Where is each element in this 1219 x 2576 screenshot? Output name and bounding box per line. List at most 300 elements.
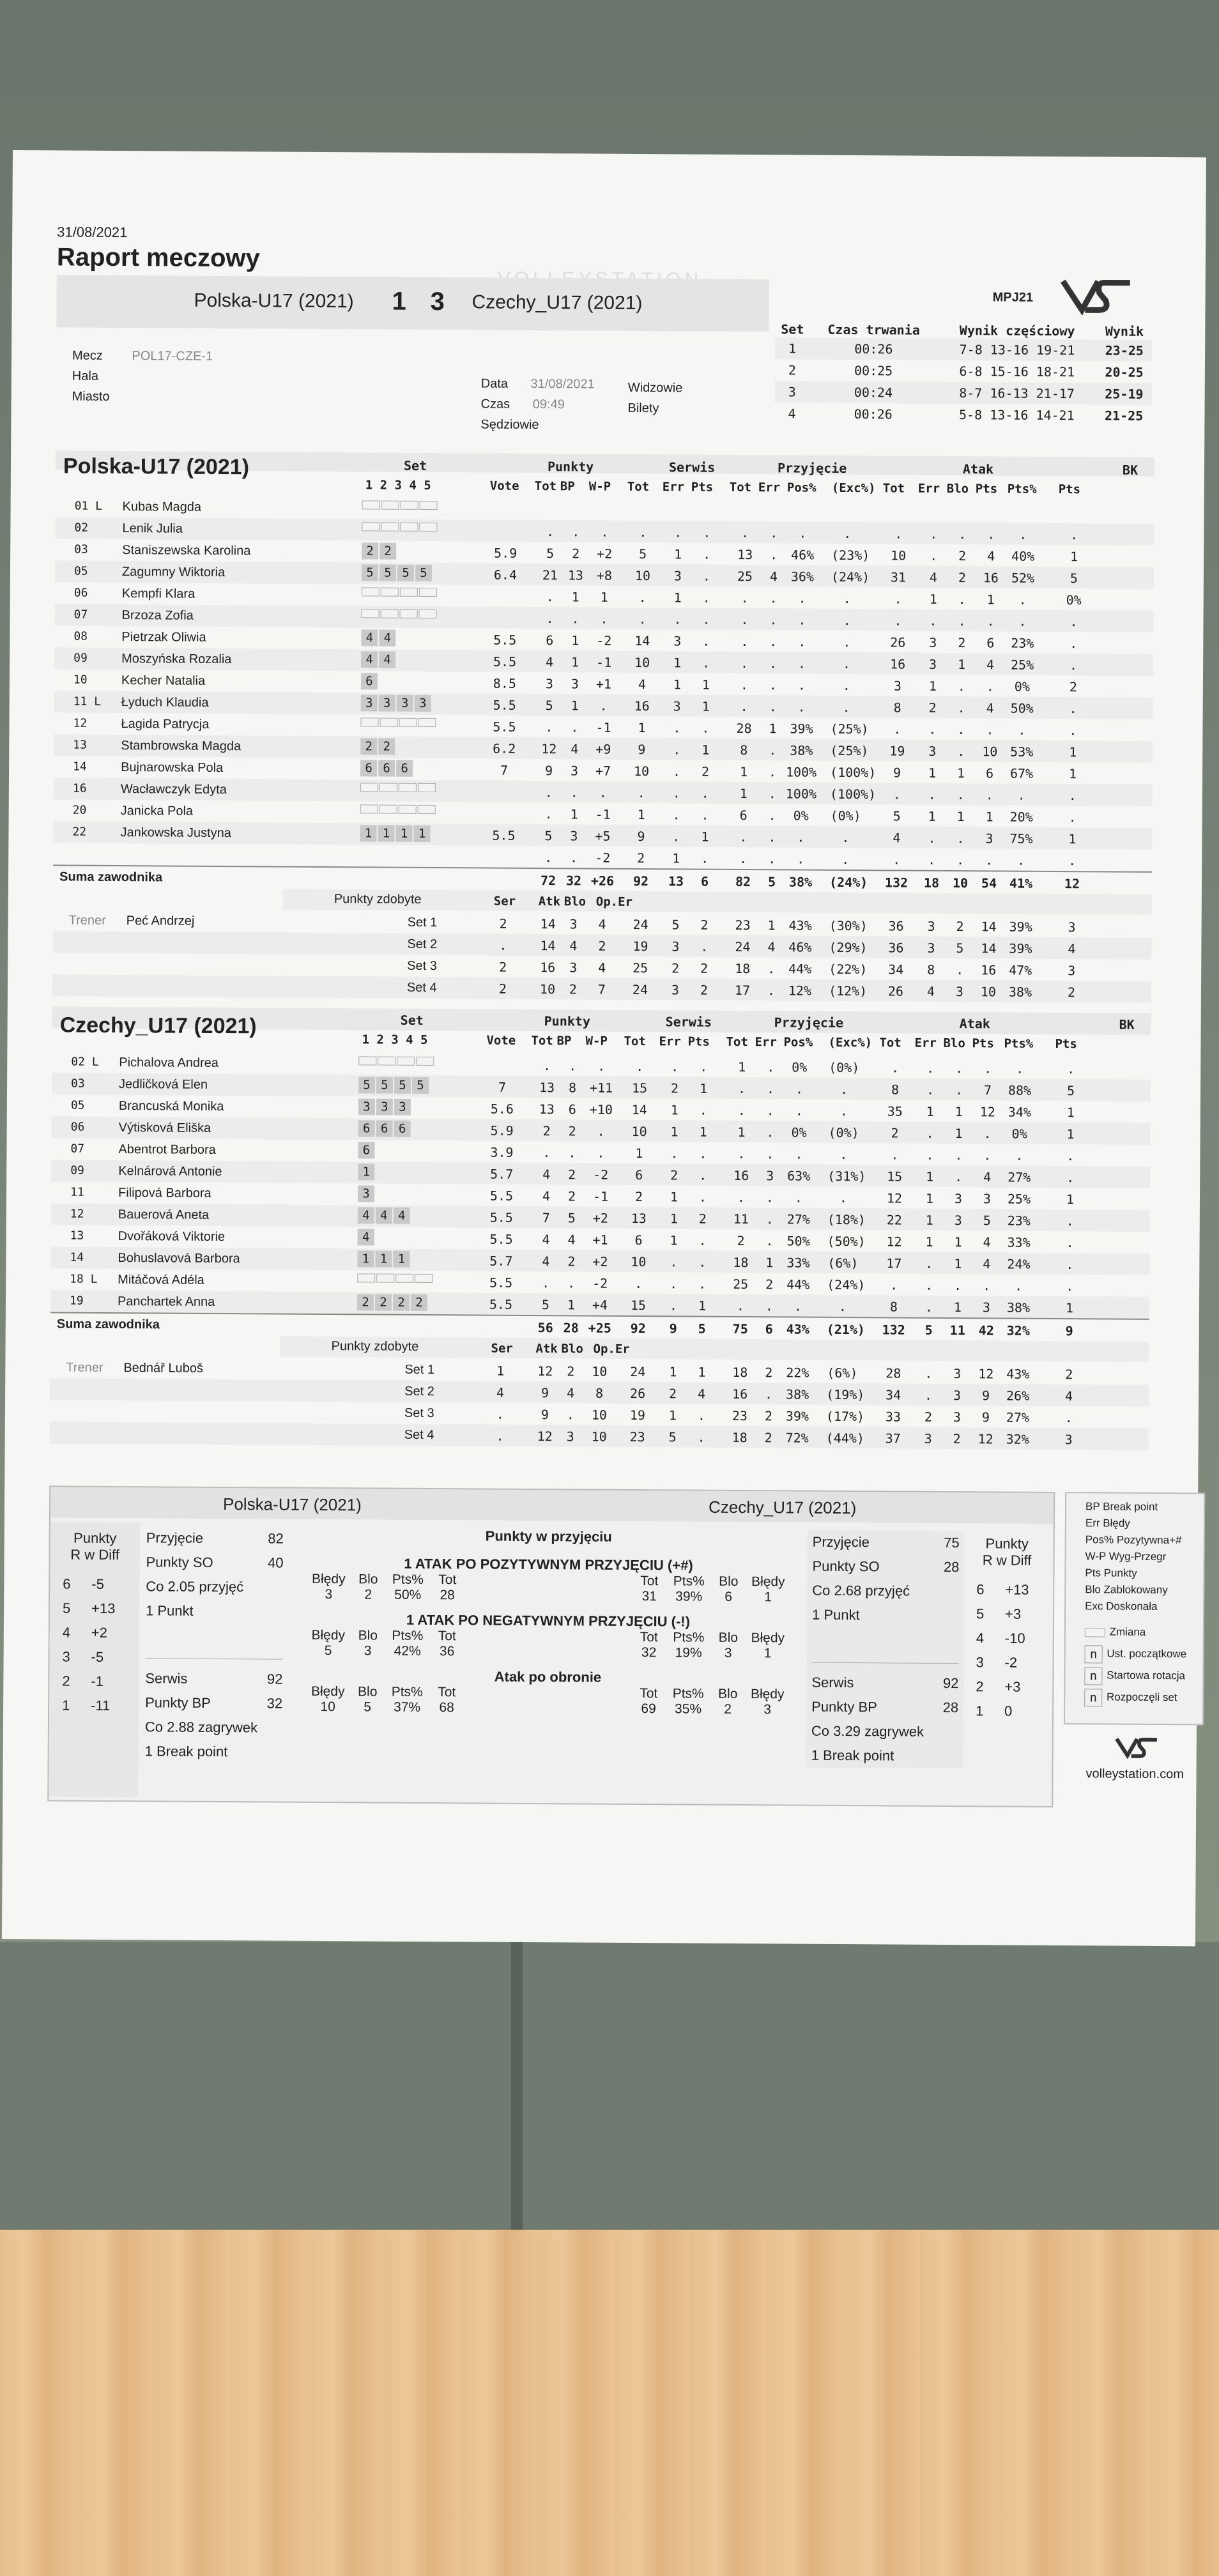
col-head: Blo xyxy=(946,481,969,496)
stat-cell: -2 xyxy=(593,1167,609,1183)
stat-cell: 5 xyxy=(893,808,901,824)
rotation-diff: +13 xyxy=(1005,1581,1029,1598)
stat-cell: 5.5 xyxy=(489,1231,513,1247)
stat-cell: . xyxy=(767,983,776,999)
stat-cell: 100% xyxy=(785,786,817,802)
stat-cell: 44% xyxy=(788,961,812,977)
attack-value: 3 xyxy=(325,1587,333,1602)
stat-cell: 1 xyxy=(765,1255,774,1271)
pz-head: Blo xyxy=(564,894,586,909)
stat-cell: 5.5 xyxy=(493,719,516,735)
home-serwis-label: Serwis xyxy=(145,1670,188,1687)
stat-cell: . xyxy=(1066,1148,1075,1164)
away-serwis-value: 92 xyxy=(942,1675,959,1692)
stat-cell: 36 xyxy=(888,940,904,956)
stat-cell: 4 xyxy=(567,1232,576,1248)
stat-cell: (50%) xyxy=(827,1233,866,1250)
rotation-row xyxy=(963,1626,1050,1651)
set-empty-marker xyxy=(362,500,380,509)
rotation-no: 3 xyxy=(976,1654,984,1671)
stat-cell: (18%) xyxy=(827,1211,866,1228)
player-name: Filipová Barbora xyxy=(118,1186,211,1200)
stat-cell: . xyxy=(546,524,555,540)
stat-cell: 1 xyxy=(672,850,680,866)
stat-cell: . xyxy=(765,1298,774,1314)
stat-cell: 3 xyxy=(671,939,680,954)
stat-cell: . xyxy=(841,829,850,846)
stat-cell: . xyxy=(1018,722,1026,738)
stat-cell: 1 xyxy=(670,1189,678,1205)
stat-cell: . xyxy=(673,742,681,758)
stat-cell: . xyxy=(958,592,966,608)
stat-cell: 5 xyxy=(983,1213,991,1229)
sum-cell: (21%) xyxy=(826,1321,866,1338)
stat-cell: 5.5 xyxy=(489,1188,514,1204)
stat-cell: 36% xyxy=(790,569,815,585)
rotation-no: 2 xyxy=(976,1678,984,1695)
stat-cell: 16 xyxy=(983,570,999,586)
stat-cell: . xyxy=(983,1147,992,1163)
stat-cell: -1 xyxy=(595,806,611,822)
stat-cell: . xyxy=(769,699,777,715)
set-empty-marker xyxy=(362,587,379,596)
home-przyjecie-value: 82 xyxy=(268,1530,284,1547)
rotation-diff: +3 xyxy=(1004,1606,1022,1622)
sum-cell: 9 xyxy=(669,1321,677,1337)
stat-cell: 1 xyxy=(1066,1105,1075,1121)
stat-cell: 16 xyxy=(732,1386,748,1402)
attack-head: Błędy xyxy=(750,1687,785,1702)
stat-cell: . xyxy=(1066,1278,1074,1294)
stat-cell: (31%) xyxy=(827,1168,866,1184)
attack-value: 19% xyxy=(675,1645,702,1660)
stat-cell: +2 xyxy=(592,1254,608,1269)
punkty-zdobyte-label: Punkty zdobyte xyxy=(334,892,422,907)
player-sets xyxy=(358,1142,376,1158)
stat-cell: 4 xyxy=(986,700,994,716)
stat-cell: 5.5 xyxy=(493,632,517,648)
footer-logo xyxy=(1115,1735,1160,1761)
attack-value: 2 xyxy=(724,1701,732,1717)
neg-attack-title: 1 ATAK PO NEGATYWNYM PRZYJĘCIU (-!) xyxy=(406,1611,691,1630)
player-number: 05 xyxy=(73,564,88,578)
set-empty-marker xyxy=(358,1056,376,1065)
set-empty-marker xyxy=(397,1056,415,1065)
stat-cell: . xyxy=(986,613,995,629)
stat-cell: (6%) xyxy=(827,1365,858,1381)
wooden-floor xyxy=(0,2230,1219,2576)
stat-cell: . xyxy=(670,1146,678,1162)
attack-head: Błędy xyxy=(311,1627,346,1643)
stat-cell: 40% xyxy=(1011,548,1035,564)
stat-cell: . xyxy=(954,1169,963,1185)
stat-cell: . xyxy=(736,1298,745,1314)
rotation-no: 5 xyxy=(62,1600,71,1616)
stat-cell: . xyxy=(673,611,682,627)
stat-cell: . xyxy=(697,1407,706,1423)
stat-cell: +7 xyxy=(595,763,611,779)
stat-cell: . xyxy=(638,589,647,606)
set-row-label: Set 3 xyxy=(407,958,437,974)
stat-cell: . xyxy=(795,1081,804,1097)
player-number: 22 xyxy=(72,825,87,839)
sets-head-time: Czas trwania xyxy=(827,321,920,338)
stat-cell: 10 xyxy=(633,763,650,779)
stat-cell: 2 xyxy=(765,1276,774,1292)
stat-cell: 1 xyxy=(571,632,579,648)
stat-cell: . xyxy=(766,1146,774,1162)
stat-cell: 3 xyxy=(954,1213,962,1229)
stat-cell: . xyxy=(698,1232,707,1248)
stat-cell: 2 xyxy=(700,982,709,998)
away-punkt: 1 Punkt xyxy=(811,1606,860,1623)
stat-cell: 1 xyxy=(571,698,579,714)
stat-cell: . xyxy=(890,1277,898,1293)
stat-cell: 9 xyxy=(982,1388,990,1404)
stat-cell: 1 xyxy=(925,1190,934,1206)
stat-cell: . xyxy=(542,1145,551,1161)
data-label: Data xyxy=(480,376,509,391)
stat-cell: . xyxy=(639,524,647,540)
stat-cell: 18 xyxy=(733,1254,749,1271)
stat-cell: 24 xyxy=(630,1363,646,1380)
stat-cell: . xyxy=(1066,1235,1074,1251)
away-summary-stats xyxy=(806,1530,965,1768)
stat-cell: 1 xyxy=(925,1234,933,1250)
col-head: W-P xyxy=(588,479,611,494)
stat-cell: . xyxy=(954,1082,963,1098)
set-empty-marker xyxy=(381,500,399,509)
player-sets xyxy=(358,1077,430,1094)
stat-cell: 1 xyxy=(767,917,776,933)
stat-cell: 4 xyxy=(983,1234,991,1250)
stat-cell: 8 xyxy=(568,1080,577,1096)
neg-attack-block xyxy=(296,1628,801,1662)
stat-cell: 31 xyxy=(890,569,907,585)
set-marker: 6 xyxy=(396,760,413,777)
stat-cell: (24%) xyxy=(831,569,870,585)
player-number: 18 L xyxy=(70,1272,98,1286)
stat-cell: 5 xyxy=(546,546,555,562)
col-group-set: Set xyxy=(400,1012,424,1028)
stat-cell: 46% xyxy=(791,547,815,563)
stat-cell: (22%) xyxy=(829,961,868,977)
attack-head: Błędy xyxy=(310,1683,345,1699)
set-marker: 4 xyxy=(358,1229,374,1245)
stat-cell: 8 xyxy=(595,1385,604,1401)
stat-cell: 36 xyxy=(888,918,904,934)
stat-cell: 1 xyxy=(702,677,710,693)
attack-head: Blo xyxy=(358,1628,378,1643)
rotation-row xyxy=(50,1620,139,1645)
stat-cell: . xyxy=(544,806,553,822)
home-rotation-list xyxy=(49,1572,139,1718)
col-group-bk: BK xyxy=(1119,1016,1135,1032)
stat-cell: 13 xyxy=(539,1101,555,1117)
stat-cell: 12 xyxy=(537,1429,553,1445)
stat-cell: 1 xyxy=(1065,1300,1074,1316)
attack-head: Blo xyxy=(358,1572,378,1587)
player-number: 07 xyxy=(73,608,88,622)
volleystation-logo xyxy=(1059,275,1136,320)
attack-value: 31 xyxy=(641,1589,657,1604)
attack-value: 5 xyxy=(324,1643,332,1659)
stat-cell: 1 xyxy=(702,742,710,758)
stat-cell: 4 xyxy=(767,939,776,955)
stat-cell: 4 xyxy=(1068,941,1076,957)
set-marker: 3 xyxy=(358,1098,375,1115)
set-empty-marker xyxy=(381,609,399,618)
stat-cell: . xyxy=(544,785,553,801)
stat-cell: 10 xyxy=(631,1123,647,1140)
player-number: 14 xyxy=(73,760,87,774)
stat-cell: . xyxy=(1069,701,1077,717)
stat-cell: . xyxy=(985,852,993,868)
sum-cell: 5 xyxy=(767,874,776,890)
stat-cell: . xyxy=(928,852,936,868)
rotation-diff: +13 xyxy=(91,1600,116,1617)
stat-cell: +1 xyxy=(595,676,612,692)
stat-cell: . xyxy=(567,1275,576,1291)
stat-cell: 15 xyxy=(631,1080,648,1096)
stat-cell: . xyxy=(702,590,710,606)
stat-cell: +2 xyxy=(597,546,613,562)
set-empty-marker xyxy=(362,609,379,618)
stat-cell: 34 xyxy=(888,962,904,977)
player-name: Kempfi Klara xyxy=(121,586,195,601)
stat-cell: 3 xyxy=(673,568,682,584)
set-empty-marker xyxy=(357,1273,375,1282)
stat-cell: . xyxy=(987,526,995,542)
stat-cell: . xyxy=(638,611,647,627)
home-przyjecie-label: Przyjęcie xyxy=(146,1529,204,1546)
stat-cell: 23% xyxy=(1011,635,1034,651)
stat-cell: . xyxy=(843,525,852,542)
stat-cell: 39% xyxy=(790,721,813,737)
stat-cell: 25% xyxy=(1007,1191,1031,1207)
legend-item: Pts Punkty xyxy=(1085,1567,1137,1579)
col-head: Pts xyxy=(691,480,714,494)
stat-cell: . xyxy=(634,1275,643,1292)
report-title: Raport meczowy xyxy=(56,243,260,273)
stat-cell: 3 xyxy=(985,831,993,847)
rotation-row xyxy=(963,1675,1049,1699)
stat-cell: 10 xyxy=(634,654,650,671)
stat-cell: . xyxy=(672,807,680,823)
stat-cell: 3 xyxy=(953,1409,962,1425)
stat-cell: 39% xyxy=(785,1408,809,1424)
stat-cell: 1 xyxy=(699,1080,708,1096)
sum-cell: 12 xyxy=(1064,876,1080,892)
sum-cell: 11 xyxy=(949,1322,965,1338)
stat-cell: 2 xyxy=(737,1232,745,1249)
stat-cell: 9 xyxy=(540,1407,549,1423)
player-number: 03 xyxy=(71,1077,85,1091)
away-przyjecie-value: 75 xyxy=(944,1534,960,1551)
stat-cell: . xyxy=(496,1428,504,1444)
player-sets xyxy=(360,803,437,815)
stat-cell: . xyxy=(698,1254,707,1270)
stat-cell: . xyxy=(599,698,608,714)
stat-cell: (12%) xyxy=(828,983,868,999)
stat-cell: 26% xyxy=(1006,1388,1030,1404)
set-empty-marker xyxy=(400,587,418,596)
stat-cell: +1 xyxy=(592,1232,608,1248)
stat-cell: 4 xyxy=(571,741,579,757)
stat-cell: . xyxy=(700,1059,708,1075)
col-group-atak: Atak xyxy=(959,1016,990,1032)
stat-cell: . xyxy=(765,1190,774,1206)
attack-head: Blo xyxy=(718,1686,738,1701)
stat-cell: 32% xyxy=(1006,1431,1029,1447)
stat-cell: 4 xyxy=(598,916,606,932)
attack-value: 35% xyxy=(675,1701,702,1717)
stat-cell: 1 xyxy=(928,808,936,824)
score-header xyxy=(56,275,769,332)
stat-cell: 2 xyxy=(498,981,507,997)
rotation-no: 6 xyxy=(63,1575,71,1592)
stat-cell: . xyxy=(924,1387,933,1403)
punkty-zdobyte-label: Punkty zdobyte xyxy=(331,1339,419,1354)
set-time: 00:26 xyxy=(854,406,893,422)
stat-cell: . xyxy=(698,1276,707,1292)
stat-cell: . xyxy=(597,1123,605,1139)
rotation-row xyxy=(963,1602,1050,1627)
stat-cell: 1 xyxy=(956,765,965,781)
stat-cell: 1 xyxy=(1066,1192,1075,1208)
stat-cell: . xyxy=(740,611,749,628)
rotation-no: 5 xyxy=(976,1606,985,1622)
col-head: Pts xyxy=(687,1034,710,1049)
attack-value: 3 xyxy=(763,1702,772,1717)
stat-cell: 1 xyxy=(954,1234,962,1250)
col-head: Blo xyxy=(943,1036,965,1051)
stat-cell: 0% xyxy=(793,808,809,824)
stat-cell: . xyxy=(546,611,554,627)
home-summary-stats xyxy=(145,1526,284,1764)
stat-cell: . xyxy=(983,1278,991,1294)
stat-cell: . xyxy=(842,699,850,716)
player-name: Panchartek Anna xyxy=(117,1294,215,1309)
player-number: 13 xyxy=(73,738,88,752)
stat-cell: . xyxy=(928,786,936,802)
stat-cell: . xyxy=(798,612,806,628)
stat-cell: . xyxy=(839,1190,848,1206)
def-attack-block xyxy=(295,1684,800,1718)
stat-cell: . xyxy=(769,677,777,693)
col-head: BP xyxy=(560,479,575,494)
stat-cell: 13 xyxy=(631,1210,647,1227)
set-marker: 2 xyxy=(379,543,396,560)
stat-cell: . xyxy=(1064,1410,1073,1426)
home-serwis-value: 92 xyxy=(266,1671,283,1687)
reception-points-panel xyxy=(295,1527,801,1718)
col-group-punkty: Punkty xyxy=(544,1013,591,1029)
stat-cell: 3 xyxy=(673,633,682,649)
widzowie-label: Widzowie xyxy=(627,380,683,395)
stat-cell: 5.5 xyxy=(492,827,516,843)
stat-cell: 44% xyxy=(786,1276,810,1292)
stat-cell: . xyxy=(765,1386,773,1402)
stat-cell: 8 xyxy=(893,700,901,716)
summary-box xyxy=(47,1485,1055,1807)
stat-cell: +10 xyxy=(589,1101,613,1117)
stat-cell: 1 xyxy=(698,1364,706,1380)
stat-cell: 2 xyxy=(671,960,680,976)
stat-cell: 50% xyxy=(786,1233,810,1249)
col-head: Tot xyxy=(534,479,557,494)
stat-cell: 4 xyxy=(698,1386,706,1402)
stat-cell: . xyxy=(924,1365,933,1381)
set-marker: 2 xyxy=(357,1294,374,1310)
stat-cell: 7 xyxy=(983,1082,992,1098)
stat-cell: 0% xyxy=(1066,592,1082,608)
stat-cell: 4 xyxy=(893,830,901,846)
col-head: (Exc%) xyxy=(831,480,876,496)
stat-cell: 47% xyxy=(1009,962,1032,978)
sum-cell: 5 xyxy=(924,1322,933,1338)
stat-cell: 14 xyxy=(631,1101,647,1118)
stat-cell: 28 xyxy=(885,1365,901,1381)
stat-cell: . xyxy=(926,1147,934,1163)
attack-head: Błędy xyxy=(751,1630,785,1646)
stat-cell: . xyxy=(797,851,805,867)
away-punkty-label: Punkty xyxy=(985,1535,1029,1552)
mecz-value: POL17-CZE-1 xyxy=(132,349,213,364)
stat-cell: (25%) xyxy=(830,742,869,759)
set-marker: 2 xyxy=(378,739,395,755)
stat-cell: (30%) xyxy=(829,917,868,934)
sum-cell: 43% xyxy=(786,1321,809,1337)
set-empty-marker xyxy=(415,1274,433,1283)
stat-cell: 14 xyxy=(540,938,556,954)
set-result: 25-19 xyxy=(1105,386,1144,402)
stat-cell: 2 xyxy=(928,700,937,716)
stat-cell: . xyxy=(839,1081,848,1098)
stat-cell: 3 xyxy=(983,1191,992,1207)
set-empty-marker xyxy=(362,522,379,531)
stat-cell: . xyxy=(770,525,778,541)
stat-cell: +9 xyxy=(595,741,611,757)
stat-cell: . xyxy=(984,1061,992,1077)
stat-cell: 1 xyxy=(496,1363,505,1379)
stat-cell: 10 xyxy=(539,981,556,997)
stat-cell: 6.4 xyxy=(493,567,518,583)
stat-cell: 0% xyxy=(791,1124,807,1140)
stat-cell: 8 xyxy=(927,962,935,977)
stat-cell: +8 xyxy=(596,567,613,583)
set-marker: 4 xyxy=(379,652,395,668)
stat-cell: 4 xyxy=(987,548,995,564)
col-head: 1 2 3 4 5 xyxy=(365,478,431,493)
stat-cell: 6 xyxy=(635,1167,643,1183)
stat-cell: 3 xyxy=(928,743,937,759)
attack-head: Pts% xyxy=(673,1630,705,1645)
stat-cell: 2 xyxy=(567,1254,576,1269)
stat-cell: . xyxy=(926,1060,935,1076)
stat-cell: 24 xyxy=(632,916,648,933)
stat-cell: . xyxy=(1066,1170,1075,1186)
stat-cell: . xyxy=(843,634,851,650)
sum-cell: 5 xyxy=(698,1321,706,1337)
stat-cell: . xyxy=(983,1126,992,1142)
attack-value: 42% xyxy=(394,1643,421,1659)
stat-cell: 1 xyxy=(637,806,645,823)
stat-cell: 13 xyxy=(539,1080,555,1096)
stat-cell: (44%) xyxy=(825,1430,865,1446)
home-punkty-label: Punkty xyxy=(73,1529,117,1547)
player-name: Moszyńska Rozalia xyxy=(121,652,232,667)
